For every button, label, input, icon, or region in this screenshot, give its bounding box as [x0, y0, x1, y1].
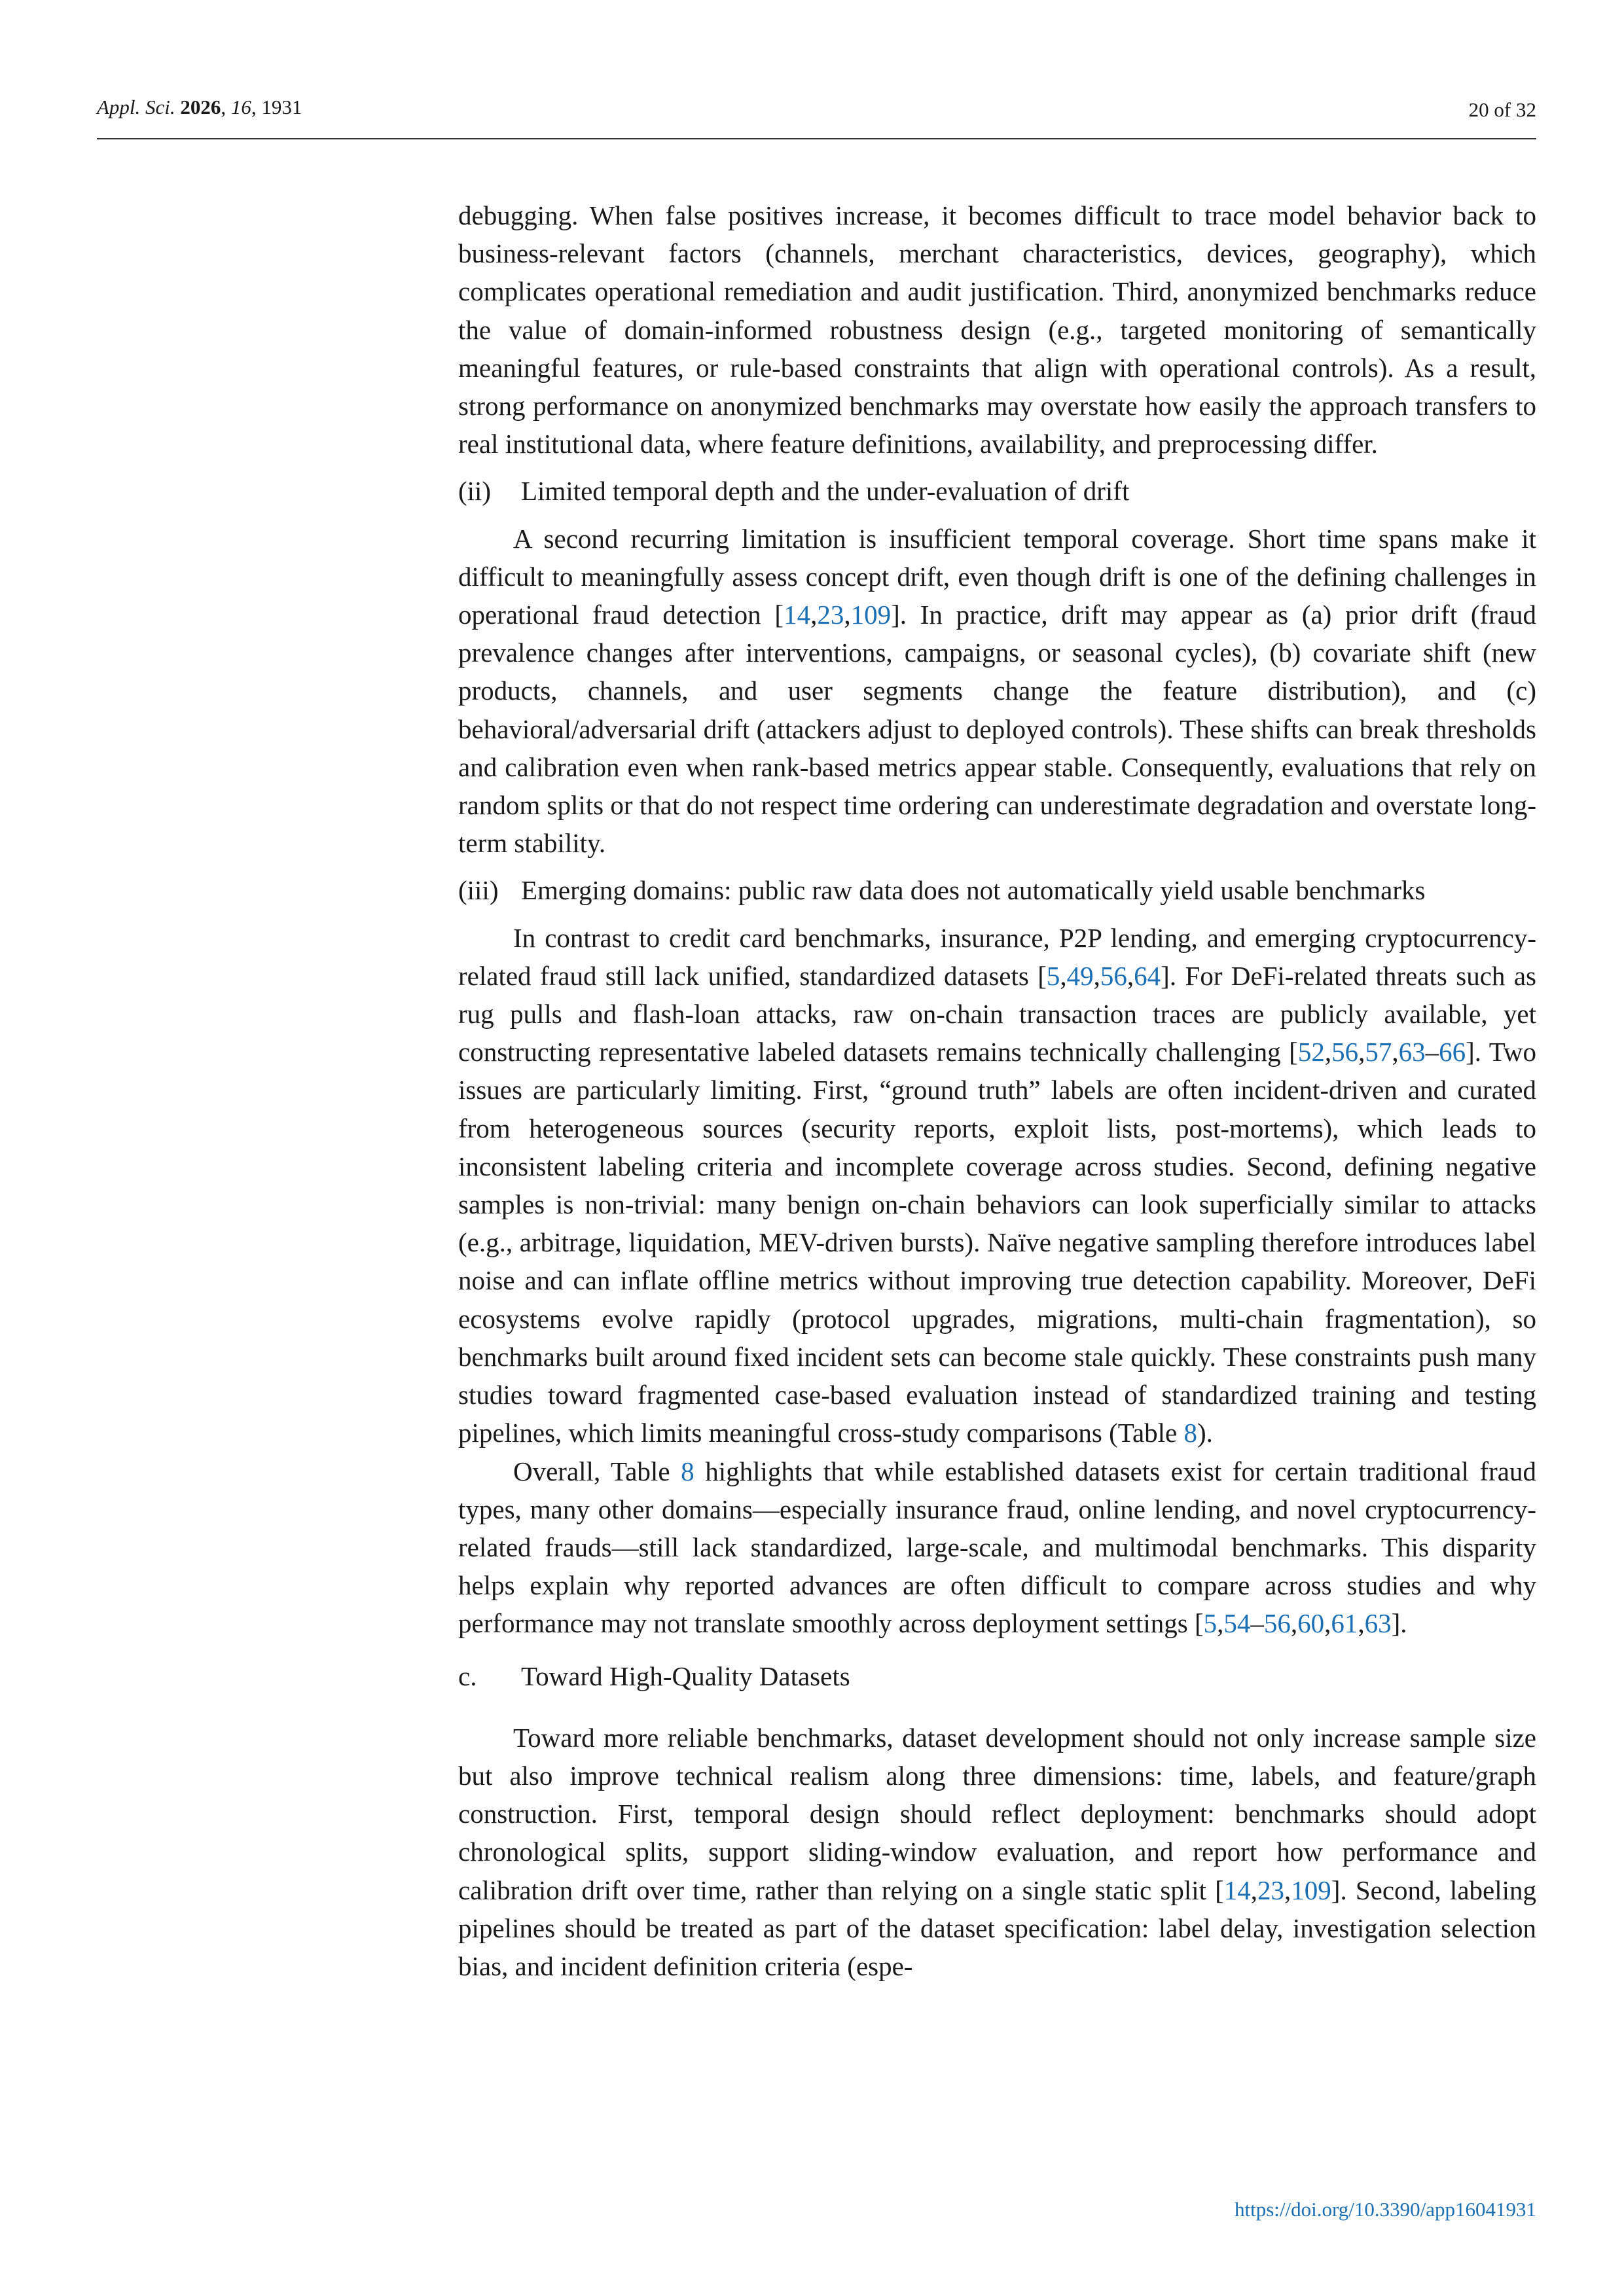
paragraph-1: debugging. When false positives increase, it becomes difficult to trace model behavior back to business-relevant factors (channels, merchant characteristics, devices, geography), which complicates operational remediation and audit justification. Third, anonymized benchmarks reduce the value of domain-informed robustness design (e.g., targeted monitoring of semantically meaningful features, or rule-based constraints that align with operational controls). As a result, strong performance on anonymized benchmarks may overstate how easily the approach transfers to real institutional data, where feature definitions, availability, and preprocessing differ.: [458, 200, 1536, 459]
sep: ,: [1127, 960, 1134, 991]
sep: ,: [1392, 1037, 1399, 1067]
citation-link[interactable]: 52: [1297, 1037, 1325, 1067]
paragraph-5: [458, 1719, 1536, 1985]
sep: ,: [1093, 960, 1100, 991]
sep: ,: [1358, 1037, 1365, 1067]
citation-link[interactable]: 63: [1398, 1037, 1426, 1067]
citation-link[interactable]: 66: [1439, 1037, 1466, 1067]
text-run: highlights that while established datasets exist for certain traditional fraud types, many other domains—especially insurance fraud, online lending, and novel cryptocurrency-related frauds—still lack standardized, large-scale, and multimodal benchmarks. This disparity helps explain why reported advances are often difficult to compare across studies and why performance may not translate smoothly across deployment settings [: [458, 1456, 1536, 1639]
text-run: ]. In practice, drift may appear as (a) prior drift (fraud prevalence changes after interventions, campaigns, or seasonal cycles), (b) covariate shift (new products, channels, and user segments change the feature distribution), and (c) behavioral/adversarial drift (attackers adjust to deployed controls). These shifts can break thresholds and calibration even when rank-based metrics appear stable. Consequently, evaluations that rely on random splits or that do not respect time ordering can underestimate degradation and overstate long-term stability.: [458, 600, 1536, 859]
item-title: Emerging domains: public raw data does not automatically yield usable benchmarks: [521, 875, 1426, 906]
citation-link[interactable]: 14: [1223, 1874, 1251, 1905]
sep: ,: [1060, 960, 1067, 991]
text-run: ]. For DeFi-related threats such as rug pulls and flash-loan attacks, raw on-chain transaction traces are publicly available, yet constructing representative labeled datasets remains technically challenging [: [458, 960, 1536, 1067]
sep: ,: [844, 600, 851, 630]
citation-link[interactable]: 54: [1223, 1608, 1251, 1639]
citation-link[interactable]: 57: [1365, 1037, 1392, 1067]
text-run: Toward more reliable benchmarks, dataset development should not only increase sample size but also improve technical realism along three dimensions: time, labels, and feature/graph construction. First, temporal design should reflect deployment: benchmarks should adopt chronological splits, support sliding-window evaluation, and report how performance and calibration drift over time, rather than relying on a single static split [: [458, 1722, 1536, 1905]
sep: ,: [1217, 1608, 1224, 1639]
citation-link[interactable]: 64: [1134, 960, 1161, 991]
text-run: ].: [1391, 1608, 1407, 1639]
item-number: (ii): [458, 476, 492, 507]
item-title: Limited temporal depth and the under-evaluation of drift: [521, 476, 1130, 507]
citation-link[interactable]: 14: [784, 600, 811, 630]
list-item-iii: [458, 871, 1536, 909]
sep: ,: [1284, 1874, 1291, 1905]
citation-link[interactable]: 109: [1291, 1874, 1331, 1905]
text-run: A second recurring limitation is insufficient temporal coverage. Short time spans make it difficult to meaningfully assess concept drift, even though drift is one of the defining challenges in operational fraud detection [: [458, 523, 1536, 630]
item-number: c.: [458, 1660, 477, 1691]
citation-link[interactable]: 109: [850, 600, 892, 630]
citation-link[interactable]: 5: [1203, 1608, 1218, 1639]
text-run: ]. Second, labeling pipelines should be treated as part of the dataset specification: label delay, investigation selection bias, and incident definition criteria (espe-: [458, 1874, 1536, 1981]
doi-link[interactable]: https://doi.org/10.3390/app16041931: [1235, 2198, 1536, 2221]
sep: ,: [1250, 1874, 1258, 1905]
journal-volume: 16: [230, 96, 251, 118]
text-run: ).: [1197, 1418, 1213, 1448]
table-link[interactable]: 8: [681, 1456, 695, 1486]
page-number: 20 of 32: [1468, 98, 1536, 121]
paragraph-4: [458, 1452, 1536, 1643]
header-rule: [97, 138, 1536, 139]
journal-citation: Appl. Sci. 2026, 16, 1931: [97, 96, 302, 118]
citation-link[interactable]: 61: [1331, 1608, 1358, 1639]
list-item-c: [458, 1657, 1536, 1695]
journal-year: 2026: [180, 96, 221, 118]
citation-link[interactable]: 63: [1364, 1608, 1392, 1639]
citation-link[interactable]: 5: [1046, 960, 1060, 991]
text-run: Overall, Table: [513, 1456, 681, 1486]
list-item-ii: [458, 472, 1536, 510]
journal-name: Appl. Sci.: [97, 96, 175, 118]
citation-link[interactable]: 56: [1263, 1608, 1291, 1639]
citation-link[interactable]: 56: [1331, 1037, 1359, 1067]
citation-link[interactable]: 23: [817, 600, 844, 630]
page-header: [97, 96, 1536, 141]
citation-link[interactable]: 60: [1297, 1608, 1325, 1639]
table-link[interactable]: 8: [1183, 1418, 1197, 1448]
sep: –: [1425, 1037, 1439, 1067]
sep: ,: [1358, 1608, 1365, 1639]
item-title: Toward High-Quality Datasets: [521, 1660, 850, 1691]
item-number: (iii): [458, 875, 499, 906]
sep: ,: [1290, 1608, 1298, 1639]
citation-link[interactable]: 49: [1066, 960, 1094, 991]
sep: ,: [810, 600, 818, 630]
citation-link[interactable]: 23: [1257, 1874, 1285, 1905]
body-text: [458, 196, 1536, 1985]
sep: ,: [1324, 1037, 1332, 1067]
text-run: In contrast to credit card benchmarks, insurance, P2P lending, and emerging cryptocurrency-related fraud still lack unified, standardized datasets [: [458, 922, 1536, 991]
sep: –: [1250, 1608, 1264, 1639]
article-number: 1931: [261, 96, 302, 118]
text-run: ]. Two issues are particularly limiting. First, “ground truth” labels are often incident-driven and curated from heterogeneous sources (security reports, exploit lists, post-mortems), which leads to inconsistent labeling criteria and incomplete coverage across studies. Second, defining negative samples is non-trivial: many benign on-chain behaviors can look superficially similar to attacks (e.g., arbitrage, liquidation, MEV-driven bursts). Naïve negative sampling therefore introduces label noise and can inflate offline metrics without improving true detection capability. Moreover, DeFi ecosystems evolve rapidly (protocol upgrades, migrations, multi-chain fragmentation), so benchmarks built around fixed incident sets can become stale quickly. These constraints push many studies toward fragmented case-based evaluation instead of standardized training and testing pipelines, which limits meaningful cross-study comparisons (Table: [458, 1037, 1537, 1448]
sep: ,: [1324, 1608, 1331, 1639]
citation-link[interactable]: 56: [1100, 960, 1127, 991]
paragraph-3: [458, 919, 1536, 1452]
paragraph-2: [458, 520, 1536, 863]
